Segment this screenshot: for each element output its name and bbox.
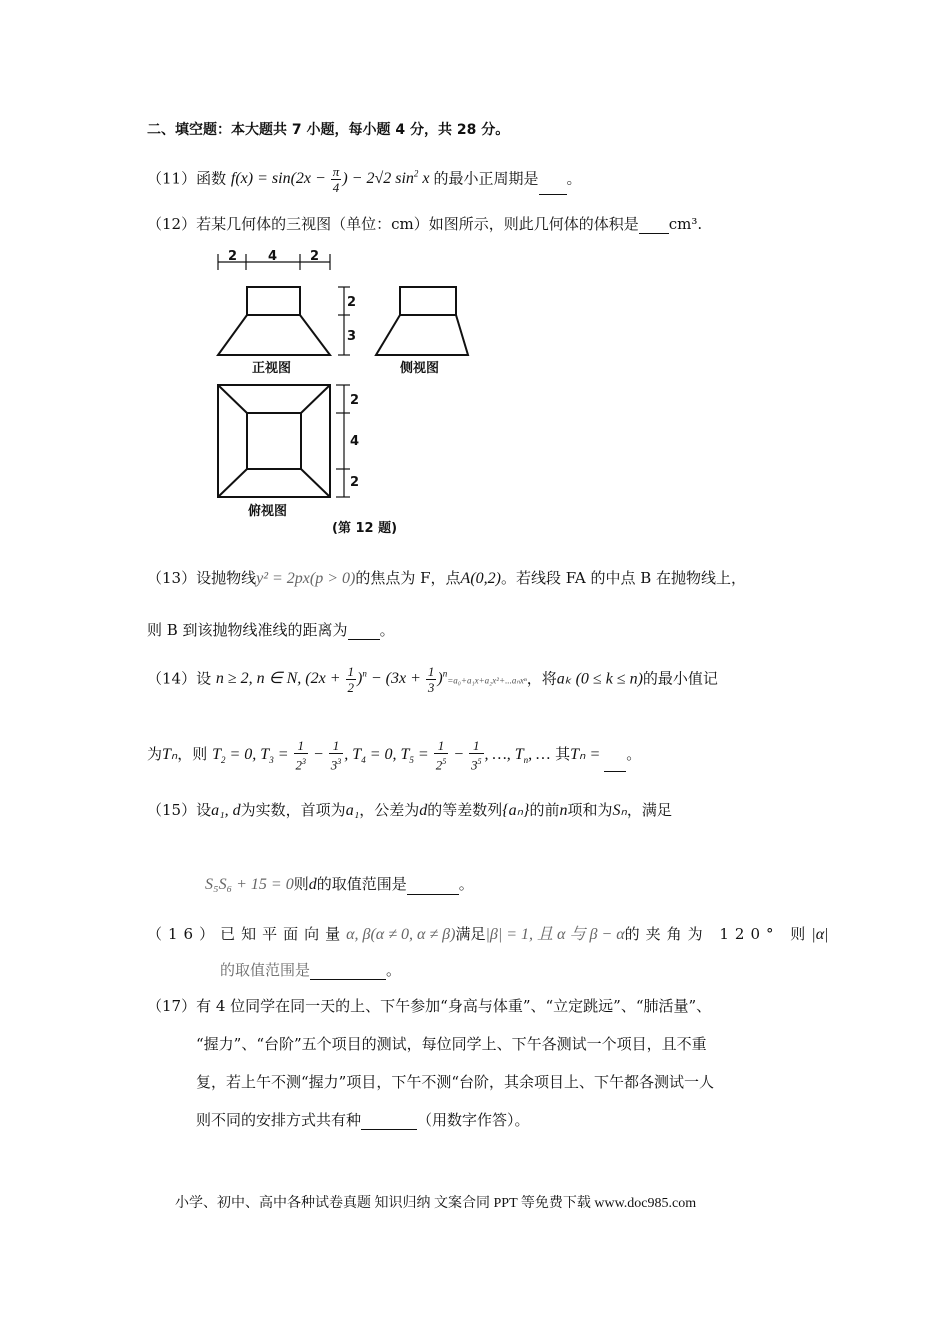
- q13-number: （13）: [147, 569, 197, 587]
- top-view-dimension-line: [336, 385, 350, 497]
- q14-line2-formula: $T_2 = 0$, $T_3$ = $\frac{1}{2^3}$ − $\frac{1}{3^3}$ , $T_4 = 0$, $T_5$ = $\frac{1}{2^5}$ − $\frac{1}{3^5}$ , …, $T_n$, …: [212, 738, 551, 773]
- q14-formula: n ≥ 2, n ∈ N, (2x + $\frac{1}{2}$ )$^n$ − (3x + $\frac{1}{3}$ )$^n$: [215, 664, 448, 696]
- q16-t2: 的夹角为 120° 则: [624, 925, 812, 943]
- q13-end: 。: [379, 621, 395, 639]
- q14-line2-pre: 为: [147, 744, 163, 763]
- top-view: [218, 385, 330, 497]
- q17-number: （17）: [147, 997, 197, 1015]
- q14-tn-2: Tₙ: [570, 745, 586, 763]
- front-view: [218, 287, 330, 355]
- q15-t6: ，满足: [626, 801, 672, 819]
- q11-post: 的最小正周期是: [433, 169, 539, 188]
- side-view: [376, 287, 468, 355]
- question-12: [147, 214, 702, 234]
- q15-t3: 的等差数列: [427, 801, 503, 819]
- q15-m3: d: [419, 802, 428, 819]
- question-17: [147, 996, 711, 1016]
- q14-mid: ，将: [526, 669, 557, 688]
- dim-top-view-3: 2: [350, 475, 360, 490]
- q14-end: 。: [626, 744, 642, 763]
- q16-number: （16）: [147, 925, 221, 943]
- q11-formula: f(x) = sin(2x − $\frac{\pi}{4}$ ) − 2√2 $\sin^2 x$: [230, 164, 434, 196]
- q15-m6: Sₙ: [612, 802, 627, 819]
- q14-math2: aₖ (0 ≤ k ≤ n): [556, 670, 643, 688]
- dim-top-left: 2: [228, 250, 238, 264]
- q15-t1: 为实数，首项为: [240, 801, 346, 819]
- footer-text: 小学、初中、高中各种试卷真题 知识归纳 文案合同 PPT 等免费下载 www.doc985.com: [175, 1196, 697, 1211]
- q11-pre: 函数: [196, 169, 227, 188]
- q13-pre: 设抛物线: [196, 569, 257, 587]
- q13-mid: 的焦点为 F，点: [355, 569, 461, 587]
- label-top-view: 俯视图: [248, 504, 288, 519]
- q16-pre: 已知平面向量: [220, 925, 347, 943]
- q11-number: （11）: [147, 169, 197, 188]
- q16-answer-blank[interactable]: [310, 965, 386, 980]
- question-13-line2: [147, 620, 395, 640]
- figure-caption: (第 12 题): [332, 521, 398, 536]
- question-16-line2: [220, 960, 401, 980]
- q15-pre: 设: [196, 801, 212, 819]
- section-heading: 二、填空题：本大题共 7 小题，每小题 4 分，共 28 分。: [147, 122, 510, 138]
- q16-t1: 满足: [455, 925, 486, 943]
- q15-m2: a₁: [345, 802, 360, 819]
- q11-end: 。: [566, 169, 582, 188]
- q14-qi: 其: [555, 744, 571, 763]
- q13-line2: 则 B 到该抛物线准线的距离为: [147, 621, 348, 639]
- q15-t5: 项和为: [567, 801, 613, 819]
- question-13: [147, 568, 746, 589]
- q16-math: α, β(α ≠ 0, α ≠ β): [346, 926, 456, 943]
- q14-number: （14）: [147, 669, 197, 688]
- q15-end: 。: [458, 875, 474, 893]
- dim-front-upper: 2: [347, 295, 357, 310]
- q12-number: （12）: [147, 215, 197, 233]
- q15-number: （15）: [147, 801, 197, 819]
- question-11: [147, 164, 582, 195]
- q15-line2-math: S₅S₆ + 15 = 0: [205, 876, 294, 893]
- q11-answer-blank[interactable]: [539, 180, 567, 195]
- q14-post: 的最小值记: [642, 669, 718, 688]
- q17-line1: 有 4 位同学在同一天的上、下午参加“身高与体重”、“立定跳远”、“肺活量”、: [196, 997, 712, 1015]
- q14-tn: Tₙ: [162, 745, 178, 763]
- question-14: [147, 664, 718, 695]
- q16-line2: 的取值范围是: [220, 961, 311, 979]
- q14-pre: 设: [196, 669, 212, 688]
- q16-m3: |α|: [811, 926, 829, 943]
- q15-line2-t1: 则: [293, 875, 309, 893]
- q17-line4: 则不同的安排方式共有种: [196, 1111, 362, 1129]
- q12-text: 若某几何体的三视图（单位：cm）如图所示，则此几何体的体积是: [196, 215, 639, 233]
- q13-math1: y² = 2px(p > 0): [256, 570, 356, 587]
- q14-poly: =a₀+a₁x+a₂x²+...aₙxⁿ: [447, 675, 527, 686]
- q16-end: 。: [386, 961, 402, 979]
- question-16: [147, 924, 829, 945]
- q15-m1: a₁, d: [211, 802, 241, 819]
- three-view-figure: [210, 250, 470, 550]
- question-14-line2: 为Tₙ，则 $T_2 = 0$, $T_3$ = $\frac{1}{2^3}$ − $\frac{1}{3^3}$ , $T_4 = 0$, $T_5$ = $\frac{1}{2^5}$ − $\frac{1}{3^5}$ , …, $T_n$, … 其Tₙ = 。: [147, 738, 642, 773]
- dim-top-view-1: 2: [350, 393, 360, 408]
- label-side-view: 侧视图: [400, 361, 440, 376]
- q15-line2-t2: 的取值范围是: [316, 875, 407, 893]
- q15-answer-blank[interactable]: [407, 880, 459, 895]
- q13-answer-blank[interactable]: [348, 625, 380, 640]
- dim-top-view-2: 4: [350, 434, 360, 449]
- q15-t4: 的前: [529, 801, 560, 819]
- q15-t2: ，公差为: [359, 801, 420, 819]
- q13-post: 。若线段 FA 的中点 B 在抛物线上，: [500, 569, 747, 587]
- q15-line2-m: d: [308, 876, 317, 893]
- q13-math2: A(0,2): [460, 570, 501, 587]
- question-17-line3: 复，若上午不测“握力”项目，下午不测“台阶，其余项目上、下午都各测试一人: [196, 1073, 715, 1091]
- label-front-view: 正视图: [252, 361, 292, 376]
- dim-top-mid: 4: [268, 250, 278, 264]
- question-15: [147, 800, 672, 821]
- q16-m2: |β| = 1, 且 α 与 β − α: [485, 926, 625, 943]
- q14-answer-blank[interactable]: [604, 757, 626, 772]
- q12-answer-blank[interactable]: [639, 219, 669, 234]
- question-15-line2: [205, 874, 474, 895]
- q15-m5: n: [559, 802, 568, 819]
- q12-unit: cm³.: [668, 215, 703, 233]
- question-17-line2: “握力”、“台阶”五个项目的测试，每位同学上、下午各测试一个项目，且不重: [196, 1035, 707, 1053]
- dim-top-right: 2: [310, 250, 320, 264]
- q17-line4-end: （用数字作答）。: [417, 1111, 530, 1129]
- question-17-line4: [196, 1110, 530, 1130]
- dim-front-lower: 3: [347, 329, 357, 344]
- q15-m4: {aₙ}: [502, 802, 530, 819]
- q14-line2-mid: ，则: [177, 744, 208, 763]
- q17-answer-blank[interactable]: [361, 1115, 417, 1130]
